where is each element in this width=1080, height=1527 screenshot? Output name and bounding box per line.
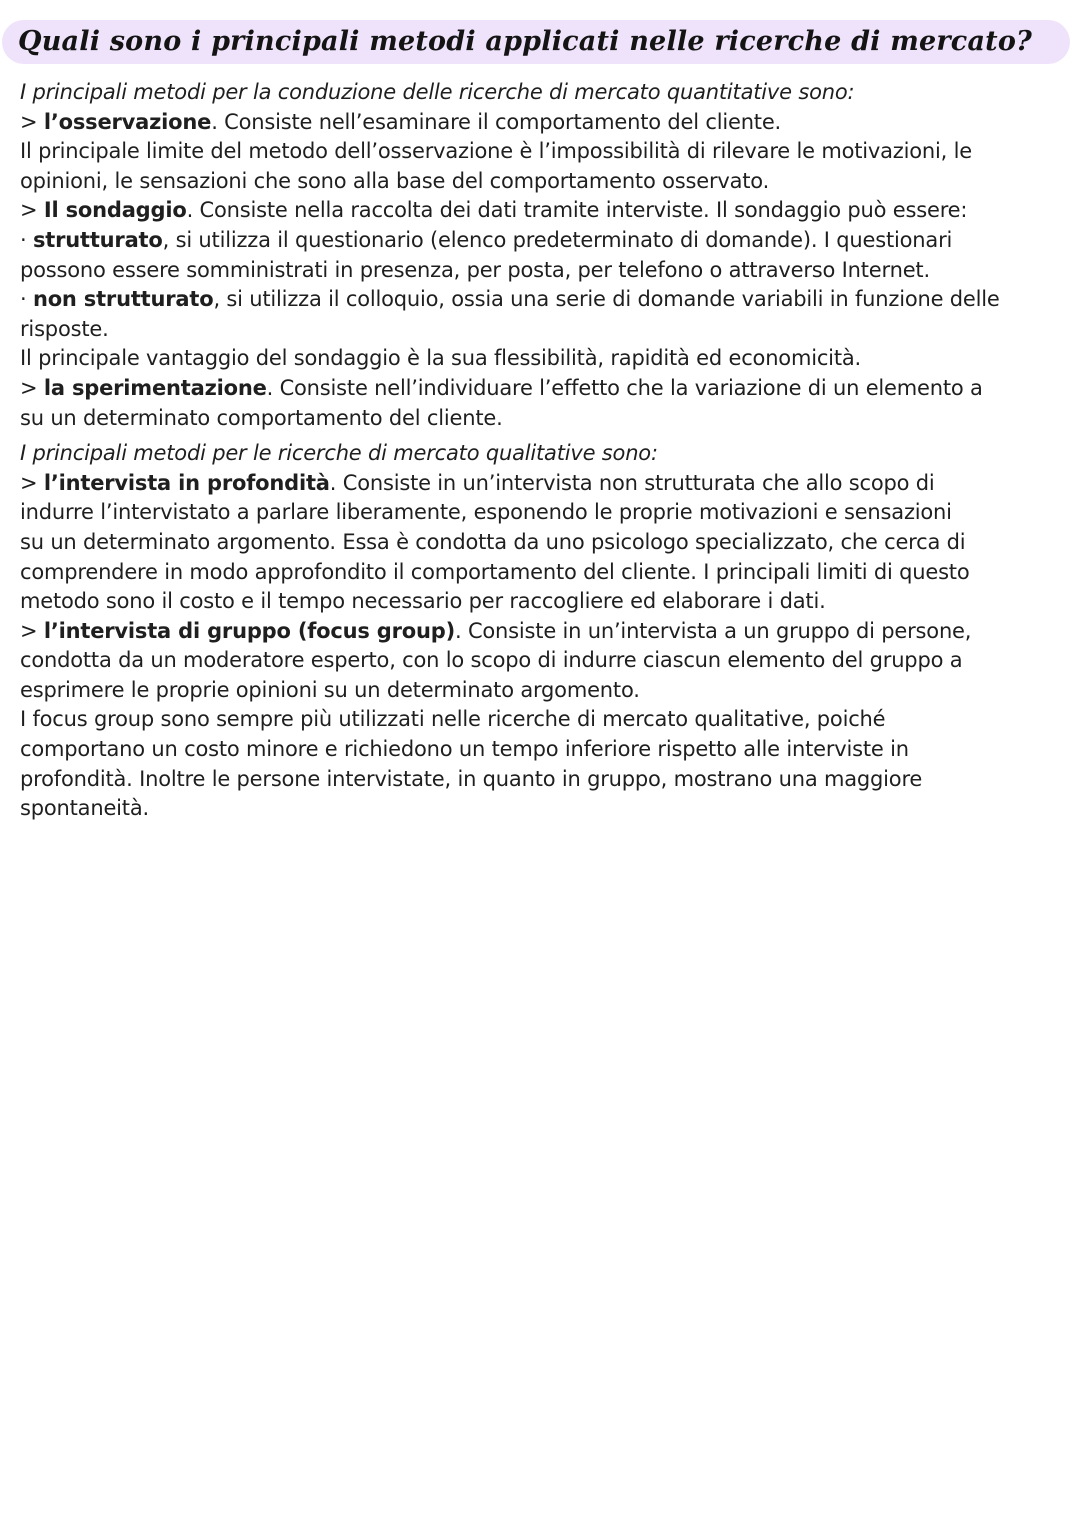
focus-group-line-2: comportano un costo minore e richiedono un tempo inferiore rispetto alle interviste in (20, 737, 909, 762)
quantitative-intro: I principali metodi per la conduzione delle ricerche di mercato quantitative sono: (20, 80, 855, 104)
gruppo-line-2: condotta da un moderatore esperto, con lo scopo di indurre ciascun elemento del gruppo a (20, 648, 963, 673)
focus-group-line-4: spontaneità. (20, 796, 149, 821)
strutturato-line-1 (20, 226, 1065, 256)
sperimentazione-text: . Consiste nell’individuare l’effetto che la variazione di un elemento a (266, 375, 983, 400)
gruppo-line-3: esprimere le proprie opinioni su un determinato argomento. (20, 677, 640, 702)
gruppo-text: . Consiste in un’intervista a un gruppo di persone, (455, 618, 972, 643)
sondaggio-line (20, 196, 1065, 226)
qualitative-intro: I principali metodi per le ricerche di mercato qualitative sono: (20, 441, 658, 466)
profondita-line-5: metodo sono il costo e il tempo necessario per raccogliere ed elaborare i dati. (20, 589, 826, 614)
sondaggio-term: Il sondaggio (43, 198, 187, 223)
sperimentazione-line-1 (20, 374, 1065, 404)
osservazione-limit-line-2: opinioni, le sensazioni che sono alla base del comportamento osservato. (20, 168, 770, 193)
list-marker: > (20, 375, 44, 400)
profondita-line-1 (20, 469, 1065, 499)
non-strutturato-line-2: risposte. (20, 316, 109, 341)
profondita-text: . Consiste in un’intervista non strutturata che allo scopo di (329, 470, 935, 495)
list-marker: > (20, 109, 44, 134)
osservazione-text: . Consiste nell’esaminare il comportamento del cliente. (211, 109, 782, 134)
profondita-line-4: comprendere in modo approfondito il comportamento del cliente. I principali limiti di questo (20, 559, 970, 584)
gruppo-term: l’intervista di gruppo (focus group) (43, 618, 455, 643)
list-marker: > (20, 198, 44, 223)
sondaggio-text: . Consiste nella raccolta dei dati tramite interviste. Il sondaggio può essere: (186, 198, 968, 223)
strutturato-text: , si utilizza il questionario (elenco predeterminato di domande). I questionari (162, 227, 953, 252)
list-marker: > (20, 618, 44, 643)
osservazione-limit-line-1: Il principale limite del metodo dell’osservazione è l’impossibilità di rilevare le motivazioni, le (20, 139, 972, 164)
strutturato-line-2: possono essere somministrati in presenza, per posta, per telefono o attraverso Internet. (20, 257, 930, 282)
bullet-dot: · (20, 227, 33, 252)
osservazione-term: l’osservazione (43, 109, 212, 134)
document-body (20, 78, 1065, 824)
gruppo-line-1 (20, 617, 1065, 647)
profondita-line-2: indurre l’intervistato a parlare liberamente, esponendo le proprie motivazioni e sensazioni (20, 500, 952, 525)
sondaggio-vantaggio: Il principale vantaggio del sondaggio è la sua flessibilità, rapidità ed economicità. (20, 346, 861, 371)
strutturato-term: strutturato (32, 227, 163, 252)
focus-group-line-3: profondità. Inoltre le persone intervistate, in quanto in gruppo, mostrano una maggiore (20, 766, 923, 791)
non-strutturato-line-1 (20, 285, 1065, 315)
focus-group-line-1: I focus group sono sempre più utilizzati nelle ricerche di mercato qualitative, poiché (20, 707, 886, 732)
profondita-term: l’intervista in profondità (43, 470, 330, 495)
sperimentazione-line-2: su un determinato comportamento del cliente. (20, 405, 503, 430)
non-strutturato-term: non strutturato (32, 287, 214, 312)
bullet-dot: · (20, 287, 33, 312)
page-title: Quali sono i principali metodi applicati nelle ricerche di mercato? (18, 26, 1033, 57)
sperimentazione-term: la sperimentazione (43, 375, 267, 400)
non-strutturato-text: , si utilizza il colloquio, ossia una serie di domande variabili in funzione delle (213, 287, 1000, 312)
osservazione-line (20, 108, 1065, 138)
profondita-line-3: su un determinato argomento. Essa è condotta da uno psicologo specializzato, che cerca di (20, 529, 966, 554)
list-marker: > (20, 470, 44, 495)
